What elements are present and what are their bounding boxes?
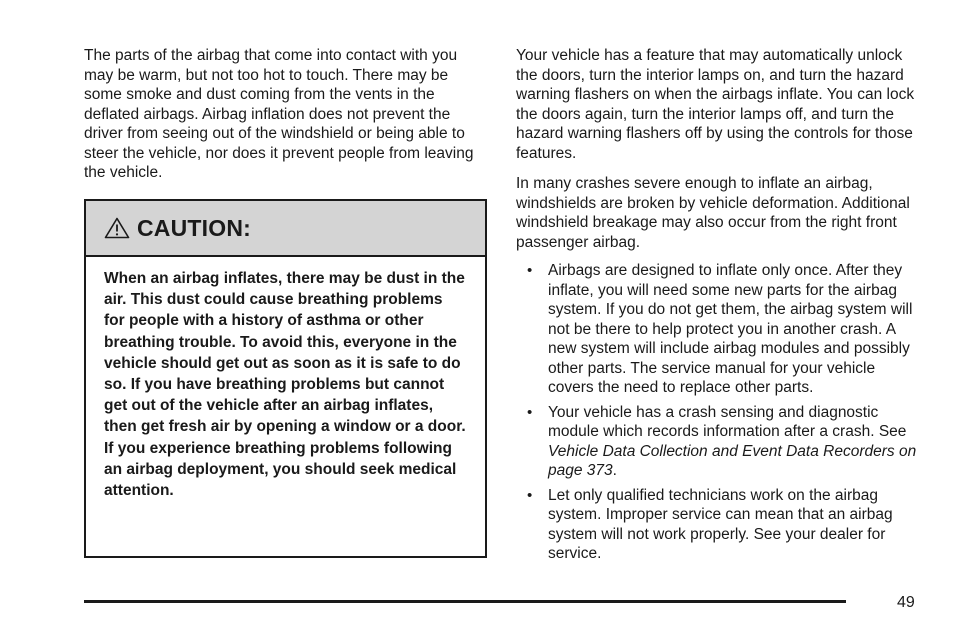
bullet-icon: • <box>527 262 533 279</box>
bullet-icon: • <box>527 403 533 421</box>
warning-triangle-icon <box>104 217 130 239</box>
list-item <box>516 261 920 398</box>
right-paragraph-2: In many crashes severe enough to inflate an airbag, windshields are broken by vehicle deformation. Additional windshield breakage may also occur from the right front passenger airbag. <box>516 175 910 251</box>
list-item <box>516 403 920 481</box>
bullet-text: Airbags are designed to inflate only once. After they inflate, you will need some new parts for the airbag system. If you do not get them, the airbag system will not be there to help protect you in another crash. A new system will include airbag modules and possibly other parts. The service manual for your vehicle covers the need to replace other parts. <box>548 262 913 396</box>
caution-title: CAUTION: <box>137 214 252 241</box>
bullet-icon: • <box>527 486 533 504</box>
page-number: 49 <box>897 594 915 611</box>
cross-reference: Vehicle Data Collection and Event Data Recorders on page 373 <box>548 442 917 479</box>
caution-header <box>86 201 485 257</box>
footer-rule <box>84 600 846 603</box>
left-paragraph: The parts of the airbag that come into contact with you may be warm, but not too hot to touch. There may be some smoke and dust coming from the vents in the deflated airbags. Airbag inflation does not prevent the driver from seeing out of the windshield or being able to steer the vehicle, nor does it prevent people from leaving the vehicle. <box>84 47 474 181</box>
bullet-text-end: . <box>612 462 617 479</box>
right-column <box>516 46 920 569</box>
right-paragraph-1: Your vehicle has a feature that may automatically unlock the doors, turn the interior lamps on, and turn the hazard warning flashers on when the airbags inflate. You can lock the doors again, turn the interior lamps off, and turn the hazard warning flashers off by using the controls for those features. <box>516 47 915 162</box>
bullet-text: Your vehicle has a crash sensing and diagnostic module which records information after a crash. See <box>548 403 907 440</box>
caution-text: When an airbag inflates, there may be dust in the air. This dust could cause breathing problems for people with a history of asthma or other breathing trouble. To avoid this, everyone in the vehicle should get out as soon as it is safe to do so. If you have breathing problems but cannot get out of the vehicle after an airbag inflates, then get fresh air by opening a window or a door. If you experience breathing problems following an airbag deployment, you should seek medical attention. <box>104 270 466 500</box>
caution-box <box>84 199 487 558</box>
bullet-text: Let only qualified technicians work on the airbag system. Improper service can mean that an airbag system will not work properly. See your dealer for service. <box>548 486 893 562</box>
left-column <box>84 46 486 183</box>
bullet-list <box>516 261 920 564</box>
list-item <box>516 486 920 564</box>
